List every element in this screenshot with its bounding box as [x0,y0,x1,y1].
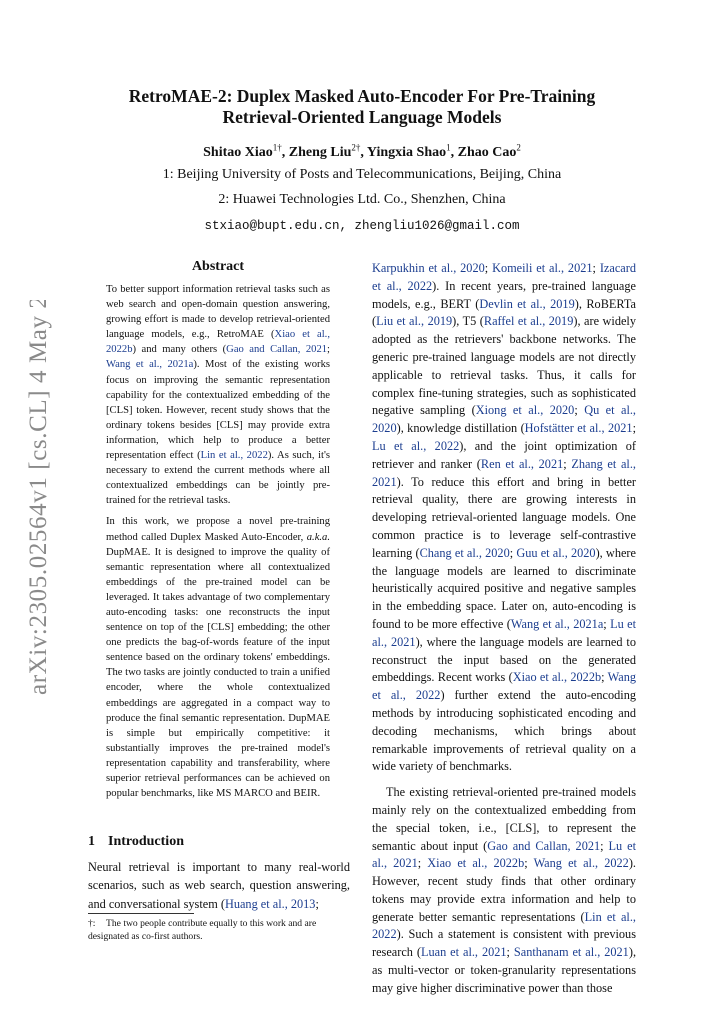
citation-link[interactable]: Lu et al., 2021 [372,838,637,871]
footnote-rule [88,913,194,914]
citation-link[interactable]: Devlin et al., 2019 [479,296,575,311]
citation-link[interactable]: Lin et al., 2022 [200,450,268,462]
abstract-paragraph [106,282,330,508]
text-run: ). As such, it's necessary to extend the current methods where all contextualized embeddings can be jointly pre-trained for the retrieval tasks. [106,450,330,507]
section-title: Introduction [108,834,184,849]
citation-link[interactable]: Huang et al., 2013 [224,896,316,911]
text-run: DupMAE. It is designed to improve the quality of semantic representation where all contextualized embeddings of the pre-trained model can be leveraged. It takes advantage of two complementary auto-encoding tasks: one reconstructs the input sentence on top of the [CLS] embedding; the other one predicts the bag-of-words feature of the input sentence based on the ordinary tokens' embeddings. The two tasks are jointly conducted to train a unified encoder, where the whole contextualized embeddings are aggregated in a compact way to produce the final semantic representation. DupMAE is simple but empirically competitive: it substantially improves the pre-trained model's representation capability and transferability, where superior retrieval performances can be achieved on popular benchmarks, like MS MARCO and BEIR. [106,546,330,800]
citation-link[interactable]: Liu et al., 2019 [376,314,453,329]
footnote-mark: †: [88,918,96,929]
citation-link[interactable]: Santhanam et al., 2021 [513,945,629,960]
author-2: Zheng Liu$^{2\dagger}$, [288,142,367,160]
text-run: ; [315,896,319,911]
text-run: ; [601,670,608,685]
affiliation-2: 2: Huawei Technologies Ltd. Co., Shenzhen, China [218,192,506,207]
text-run: ), knowledge distillation ( [396,421,525,436]
text-run: ), as multi-vector or token-granularity representations may give higher discriminative power than those [372,945,637,995]
body-paragraph [372,784,636,998]
text-run: ). Most of the existing works focus on improving the semantic representation capability for the contextualized embedding of the [CLS] token. However, recent study shows that the ordinary tokens besides [CLS] may provide extra information, which help to produce a better representation effect ( [106,359,330,462]
citation-link[interactable]: Gao and Callan, 2021 [226,344,328,356]
text-run: ; [603,616,611,631]
citation-link[interactable]: Izacard et al., 2022 [372,261,636,293]
text-run: ). In recent years, pre-trained language models, e.g., BERT ( [372,278,636,311]
abstract-heading: Abstract [191,259,245,274]
text-run: ; [509,545,517,560]
text-run: ) and many others ( [132,344,227,356]
text-run: ; [327,344,330,356]
citation-link[interactable]: Lu et al., 2022 [372,438,460,453]
text-run: ), are widely adopted as the retrievers' backbone networks. The generic pre-trained language models are not directly applicable to retrieval tasks. Thus, it calls for complex fine-tuning strategies, such as sophisticated negative sampling ( [372,314,636,418]
text-run: ). To reduce this effort and bring in better retrieval quality, there are growing interests in developing retrieval-oriented language models. One common practice is to leverage self-contrastive learning ( [372,474,636,560]
citation-link[interactable]: Komeili et al., 2021 [492,261,593,275]
text-run: ; [632,421,637,436]
footnote-text: The two people contribute equally to this work and are designated as co-first authors. [88,918,317,942]
introduction-body-right [372,260,636,998]
section-number: 1 [88,834,95,849]
author-4: Zhao Cao$^2$ [457,142,521,160]
citation-link[interactable]: Wang et al., 2022 [533,856,629,871]
affiliation-1: 1: Beijing University of Posts and Telecommunications, Beijing, China [162,167,562,182]
title-line-2: Retrieval-Oriented Language Models [222,107,502,127]
text-run: Neural retrieval is important to many real-world scenarios, such as web search, question answering, and conversational system ( [88,860,350,911]
citation-link[interactable]: Lu et al., 2021 [372,616,636,649]
author-emails: stxiao@bupt.edu.cn, zhengliu1026@gmail.com [204,219,520,233]
text-run: ), where the language models are learned to discriminate heuristically acquired positive and negative samples in the embedding space. Later on, auto-encoding is found to be more effective ( [372,545,636,631]
text-run: ). Such a statement is consistent with previous research ( [372,927,636,960]
citation-link[interactable]: Guu et al., 2020 [516,545,596,560]
author-3: Yingxia Shao$^1$, [366,142,458,160]
text-run: The existing retrieval-oriented pre-trained models mainly rely on the contextualized embedding from the special token, i.e., [CLS], to represent the semantic about input ( [372,785,636,853]
footnote [88,917,350,943]
text-run: ), RoBERTa ( [372,296,636,329]
body-paragraph [372,260,636,776]
citation-link[interactable]: Lin et al., 2022 [372,909,636,942]
title-line-1: RetroMAE-2: Duplex Masked Auto-Encoder For Pre-Training [128,86,596,106]
citation-link[interactable]: Chang et al., 2020 [419,545,510,560]
citation-link[interactable]: Qu et al., 2020 [372,403,637,436]
emphasis-text: a.k.a. [306,531,330,543]
text-run: ; [417,856,428,871]
paper-title [90,86,634,128]
text-run: ). However, recent study finds that other ordinary tokens may provide extra information and help to generate better semantic representations ( [372,856,636,924]
abstract-paragraph [106,514,330,801]
citation-link[interactable]: Luan et al., 2021 [420,945,507,960]
text-run: ) further extend the auto-encoding methods by introducing sophisticated encoding and decoding mechanisms, which brings about remarkable improvements of retrieval quality on a wide variety of benchmarks. [372,688,636,774]
introduction-body-left [88,858,350,913]
citation-link[interactable]: Wang et al., 2021a [510,616,604,631]
text-run: ; [484,261,493,275]
citation-link[interactable]: Hofstätter et al., 2021 [524,421,633,436]
text-run: ; [600,838,609,853]
citation-link[interactable]: Gao and Callan, 2021 [487,838,601,853]
arxiv-identifier [16,300,56,700]
arxiv-id-text: arXiv:2305.02564v1 [cs.CL] 4 May 2023 [25,300,52,695]
text-run: ; [574,403,585,418]
citation-link[interactable]: Xiao et al., 2022b [427,856,525,871]
citation-link[interactable]: Xiao et al., 2022b [106,329,330,356]
text-run: ; [524,856,534,871]
abstract-body [106,282,330,801]
text-run: To better support information retrieval tasks such as web search and open-domain question answering, growing effort is made to develop retrieval-oriented language models, e.g., RetroMAE ( [106,284,330,341]
text-run: ; [592,261,600,275]
section-heading-introduction [88,834,350,850]
text-run: ), and the joint optimization of retriever and ranker ( [372,438,637,471]
author-1: Shitao Xiao$^{1\dagger}$, [203,142,289,160]
text-run: ), where the language models are learned to reconstruct the input based on the generated embeddings. Recent works ( [372,634,636,685]
body-paragraph [88,858,350,913]
citation-link[interactable]: Ren et al., 2021 [480,456,564,471]
author-list [90,142,634,161]
citation-link[interactable]: Wang et al., 2022 [372,670,637,703]
text-run: ), T5 ( [452,314,484,329]
citation-link[interactable]: Xiao et al., 2022b [512,670,602,685]
citation-link[interactable]: Wang et al., 2021a [106,359,194,371]
citation-link[interactable]: Xiong et al., 2020 [475,403,575,418]
text-run: ; [506,945,514,960]
citation-link[interactable]: Zhang et al., 2021 [372,456,636,489]
text-run: In this work, we propose a novel pre-training method called Duplex Masked Auto-Encoder, [106,516,330,543]
citation-link[interactable]: Raffel et al., 2019 [483,314,574,329]
text-run: ; [563,456,572,471]
citation-link[interactable]: Karpukhin et al., 2020 [372,261,485,275]
